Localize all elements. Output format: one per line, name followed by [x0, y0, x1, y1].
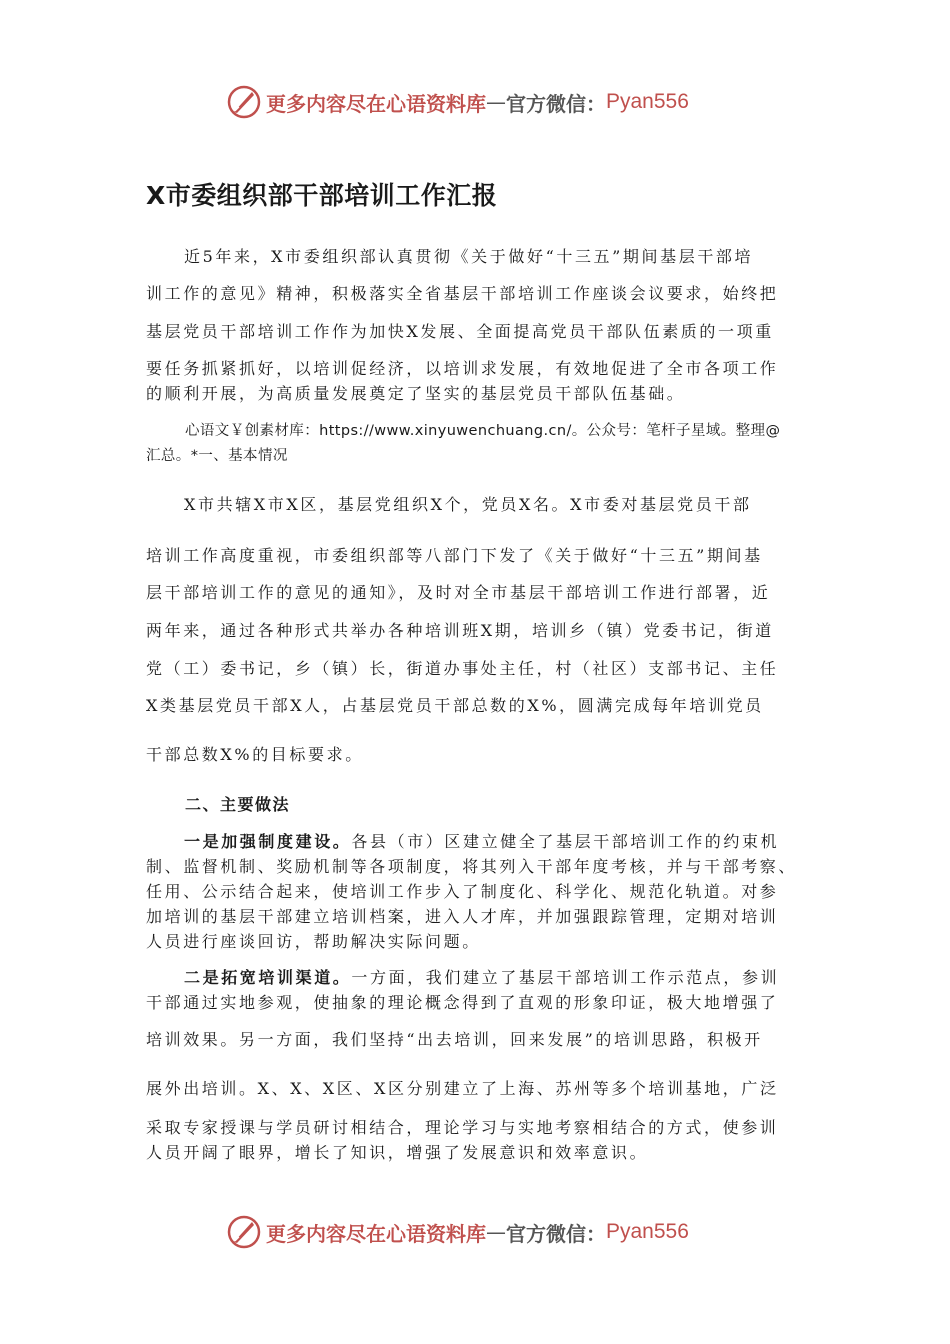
paragraph-line: 培训效果。另一方面，我们坚持“出去培训，回来发展”的培训思路，积极开: [146, 1030, 763, 1049]
banner-dash: —: [486, 1220, 506, 1244]
paragraph-line: 人员开阔了眼界，增长了知识，增强了发展意识和效率意识。: [146, 1143, 649, 1162]
header-banner: [0, 82, 950, 122]
paragraph-line: 加培训的基层干部建立培训档案，进入人才库，并加强跟踪管理，定期对培训: [146, 907, 779, 926]
section1-line: 培训工作高度重视，市委组织部等八部门下发了《关于做好“十三五”期间基: [146, 546, 763, 565]
banner-wechat-label: 官方微信：: [506, 91, 606, 116]
section1-line: 党（工）委书记，乡（镇）长，街道办事处主任，村（社区）支部书记、主任: [146, 659, 779, 678]
paragraph-line: 干部通过实地参观，使抽象的理论概念得到了直观的形象印证，极大地增强了: [146, 993, 779, 1012]
section2-heading: 二、主要做法: [185, 795, 291, 814]
paragraph-line: 采取专家授课与学员研讨相结合，理论学习与实地考察相结合的方式，使参训: [146, 1118, 779, 1137]
paragraph-lead: 二是拓宽培训渠道。: [184, 968, 352, 987]
paragraph-first-line: [184, 965, 779, 988]
paragraph-first-line: [184, 829, 779, 852]
section1-line: 层干部培训工作的意见的通知》，及时对全市基层干部培训工作进行部署，近: [146, 583, 771, 602]
intro-line: 近5年来，X市委组织部认真贯彻《关于做好“十三五”期间基层干部培: [184, 247, 754, 266]
quill-logo-icon: [226, 1214, 262, 1250]
intro-line: 基层党员干部培训工作作为加快X发展、全面提高党员干部队伍素质的一项重: [146, 322, 774, 341]
intro-line: 的顺利开展，为高质量发展奠定了坚实的基层党员干部队伍基础。: [146, 384, 686, 403]
section1-line: X市共辖X市X区，基层党组织X个，党员X名。X市委对基层党员干部: [184, 495, 752, 514]
source-note-line: 心语文￥创素材库：https://www.xinyuwenchuang.cn/。公众号：笔杆子星域。整理@: [185, 423, 781, 439]
banner-wechat-id: Pyan556: [606, 1220, 689, 1243]
paragraph-first-text: 各县（市）区建立健全了基层干部培训工作的约束机: [351, 832, 780, 851]
section1-line: 两年来，通过各种形式共举办各种培训班X期，培训乡（镇）党委书记，街道: [146, 621, 774, 640]
quill-logo-icon: [226, 84, 262, 120]
section1-line: 干部总数X%的目标要求。: [146, 745, 364, 764]
section1-line: X类基层党员干部X人，占基层党员干部总数的X%，圆满完成每年培训党员: [146, 696, 764, 715]
intro-line: 训工作的意见》精神，积极落实全省基层干部培训工作座谈会议要求，始终把: [146, 284, 779, 303]
paragraph-first-text: 一方面，我们建立了基层干部培训工作示范点，参训: [351, 968, 780, 987]
banner-dash: —: [486, 90, 506, 114]
paragraph-line: 展外出培训。X、X、X区、X区分别建立了上海、苏州等多个培训基地，广泛: [146, 1079, 779, 1098]
banner-brand: 更多内容尽在心语资料库: [266, 1221, 486, 1246]
paragraph-line: 人员进行座谈回访，帮助解决实际问题。: [146, 932, 481, 951]
paragraph-lead: 一是加强制度建设。: [184, 832, 352, 851]
banner-brand: 更多内容尽在心语资料库: [266, 91, 486, 116]
paragraph-line: 任用、公示结合起来，使培训工作步入了制度化、科学化、规范化轨道。对参: [146, 882, 779, 901]
paragraph-line: 制、监督机制、奖励机制等各项制度，将其列入干部年度考核，并与干部考察、: [146, 857, 798, 876]
intro-line: 要任务抓紧抓好，以培训促经济，以培训求发展，有效地促进了全市各项工作: [146, 359, 779, 378]
footer-banner: [0, 1212, 950, 1252]
banner-wechat-id: Pyan556: [606, 90, 689, 113]
banner-wechat-label: 官方微信：: [506, 1221, 606, 1246]
document-title: X市委组织部干部培训工作汇报: [146, 181, 498, 210]
source-note-line: 汇总。*一、基本情况: [146, 448, 288, 464]
